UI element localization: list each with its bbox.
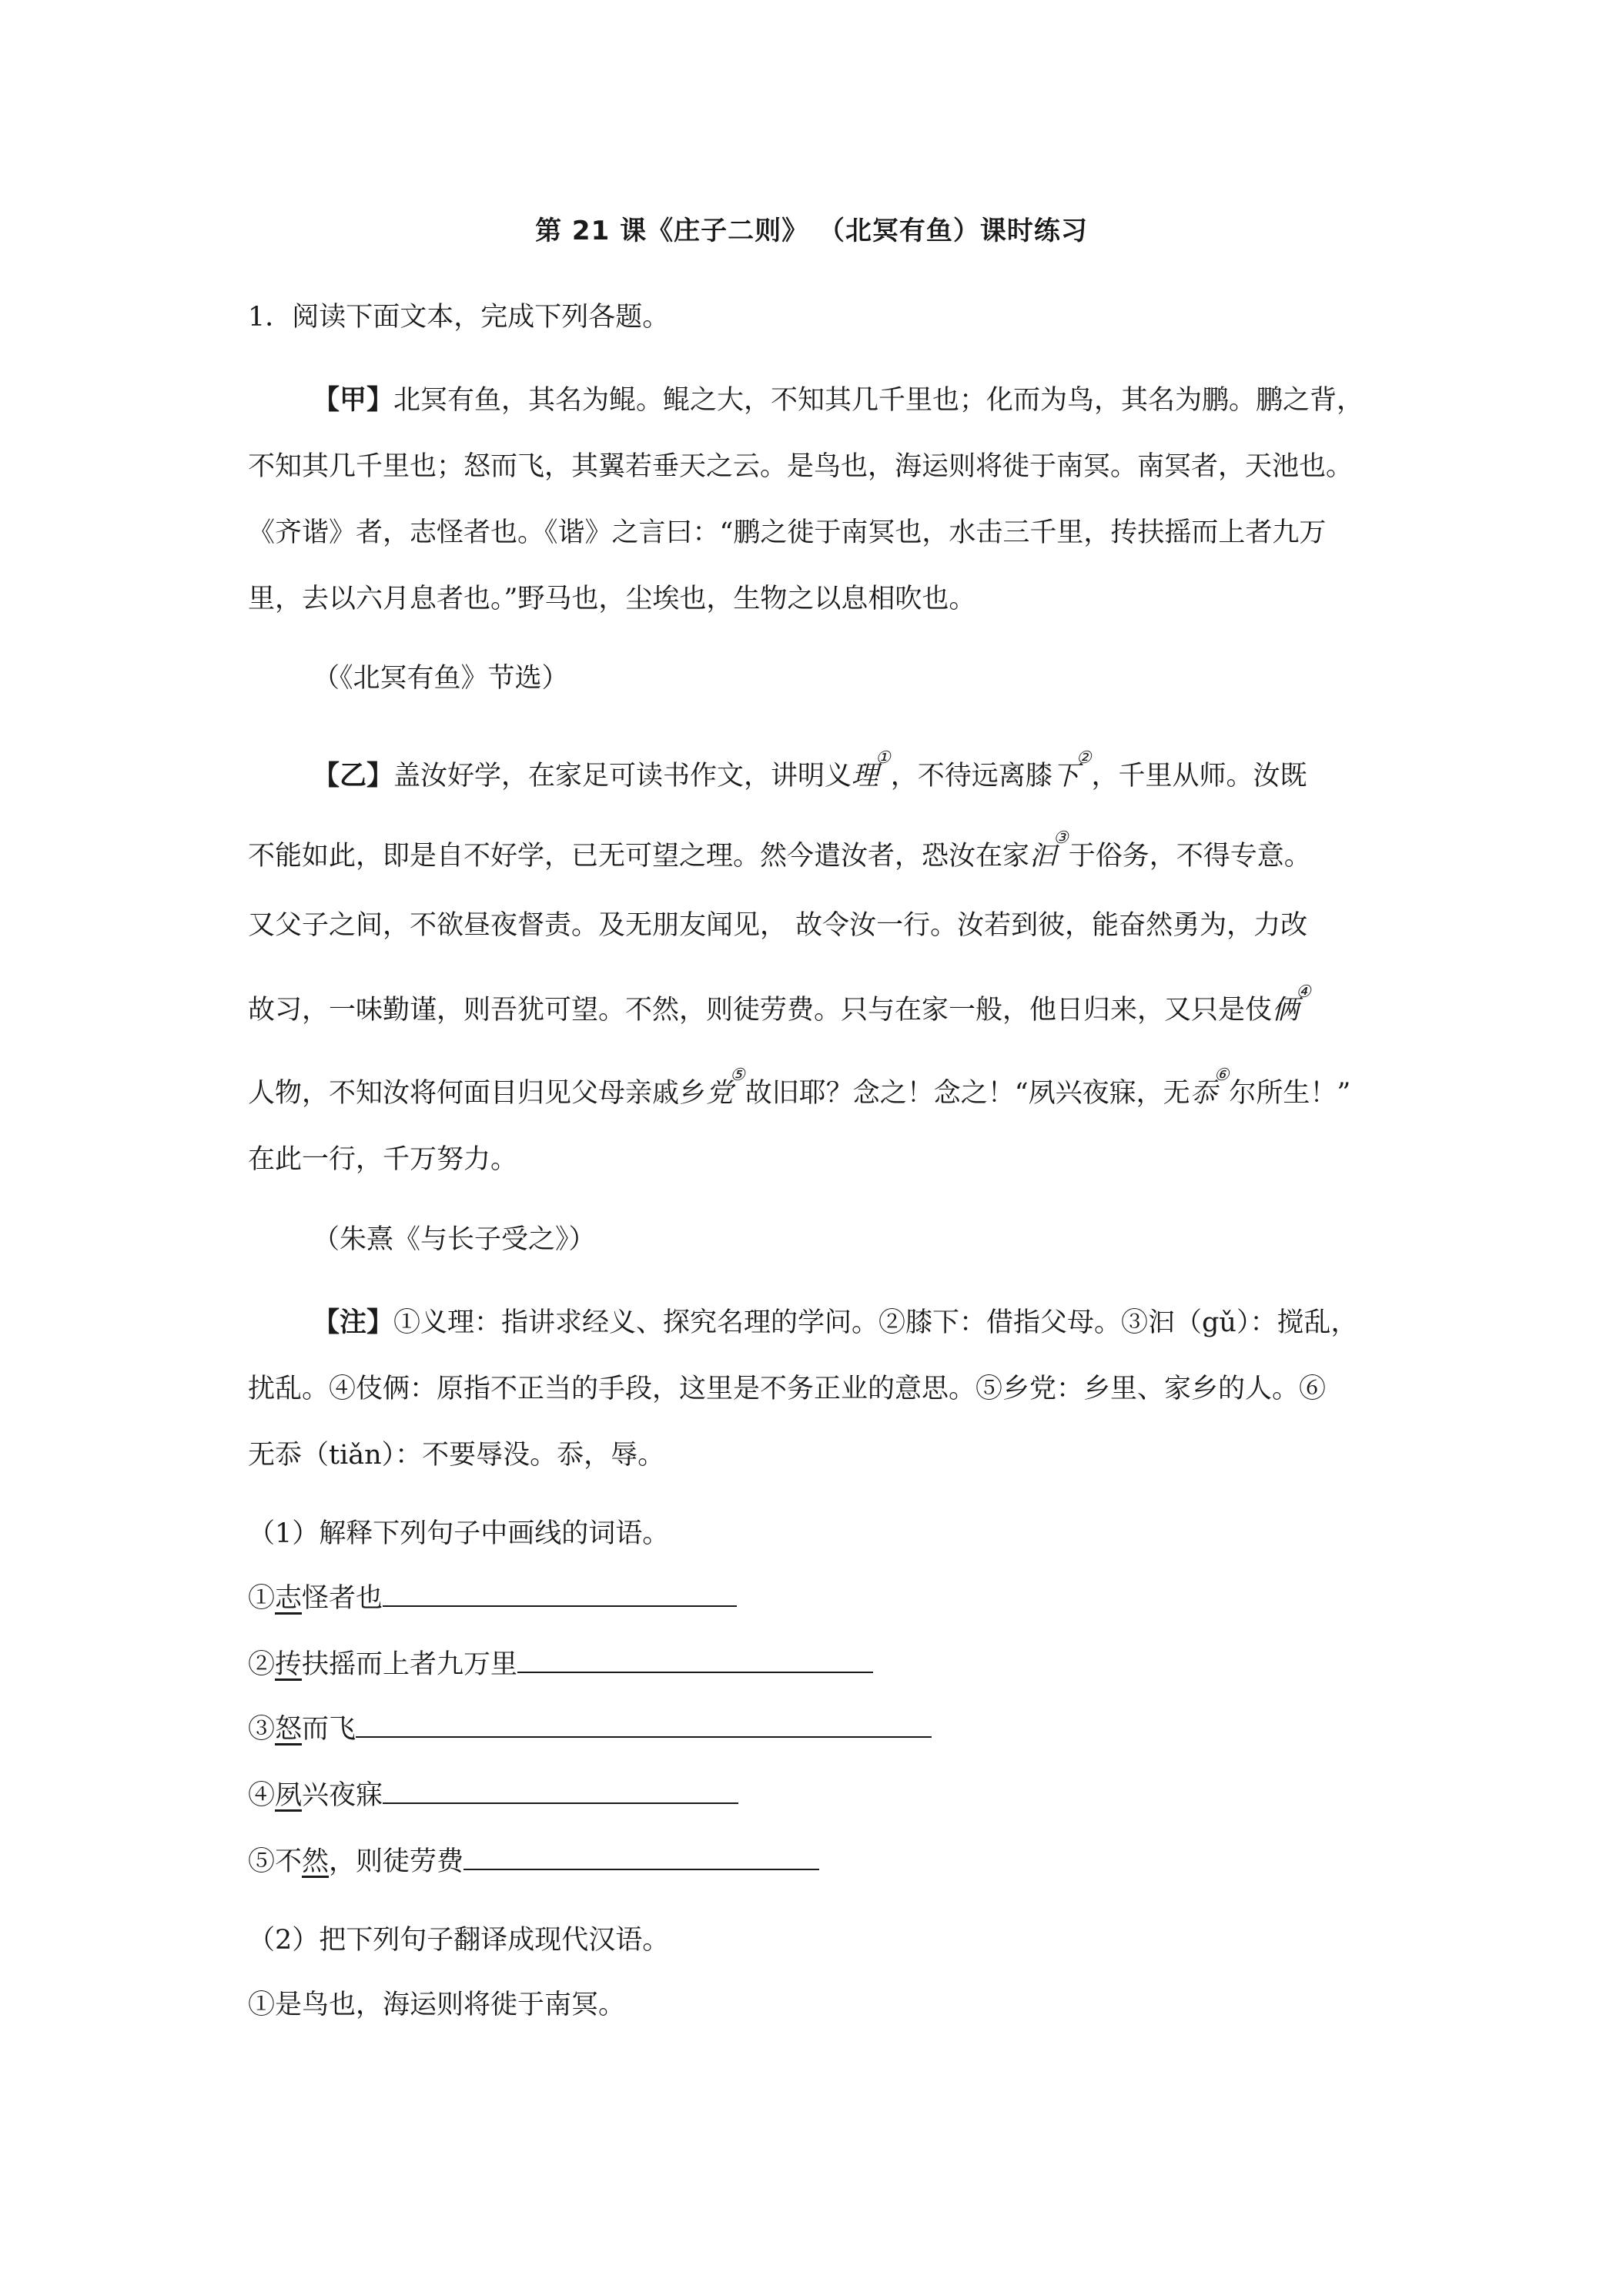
footnote-ref-6: ⑥ <box>1213 1066 1230 1085</box>
footnote-ref-4: ④ <box>1296 982 1311 1002</box>
footnote-ref-2: ② <box>1076 748 1092 768</box>
underlined-word: 志 <box>275 1583 303 1614</box>
text-segment: 不能如此，即是自不好学，已无可望之理。然今遣汝者，恐汝在家 <box>248 841 1030 872</box>
answer-item-2 <box>248 1645 873 1685</box>
glossed-word: 理 <box>852 761 879 792</box>
glossed-word: 下 <box>1052 761 1079 792</box>
passage-yi-marker: 【乙】 <box>313 761 394 792</box>
subquestion-2-prompt: （2）把下列句子翻译成现代汉语。 <box>248 1925 670 1956</box>
item-text: 兴夜寐 <box>302 1780 383 1811</box>
item-number: ④ <box>248 1780 276 1811</box>
item-text: 怪者也 <box>302 1583 383 1614</box>
text-segment: 故旧耶？念之！念之！“夙兴夜寐，无 <box>745 1078 1190 1109</box>
answer-blank[interactable] <box>463 1842 819 1870</box>
answer-blank[interactable] <box>383 1579 737 1607</box>
page-title: 第 21 课《庄子二则》 （北冥有鱼）课时练习 <box>535 216 1088 246</box>
notes-line-3: 无忝（tiǎn）：不要辱没。忝，辱。 <box>248 1440 665 1471</box>
item-number: ⑤ <box>248 1846 276 1877</box>
notes-line-1 <box>313 1303 1357 1343</box>
subquestion-1-prompt: （1）解释下列句子中画线的词语。 <box>248 1518 670 1549</box>
passage-jia-line-3: 《齐谐》者，志怪者也。《谐》之言曰：“鹏之徙于南冥也，水击三千里，抟扶摇而上者九万 <box>248 517 1327 548</box>
glossed-word: 忝 <box>1190 1078 1217 1109</box>
text-segment: 于俗务，不得专意。 <box>1068 841 1311 872</box>
glossed-word: 汩 <box>1029 841 1057 872</box>
passage-yi-line-2 <box>248 828 1311 880</box>
translation-item-1: ①是鸟也，海运则将徙于南冥。 <box>248 1990 626 2020</box>
underlined-word: 抟 <box>275 1649 303 1680</box>
answer-blank[interactable] <box>356 1710 932 1738</box>
underlined-word: 夙 <box>275 1780 303 1811</box>
passage-jia-line-4: 里，去以六月息者也。”野马也，尘埃也，生物之以息相吹也。 <box>248 584 976 614</box>
glossed-word: 党 <box>706 1078 734 1109</box>
item-text: 不 <box>275 1846 303 1877</box>
text-segment: 人物，不知汝将何面目归见父母亲戚乡 <box>248 1078 707 1109</box>
passage-jia-marker: 【甲】 <box>313 385 394 416</box>
item-text: ，则徒劳费 <box>329 1846 464 1877</box>
item-number: ③ <box>248 1714 276 1745</box>
answer-item-4 <box>248 1776 738 1816</box>
text-segment: 尔所生！” <box>1229 1078 1351 1109</box>
answer-item-1 <box>248 1578 737 1618</box>
footnote-ref-1: ① <box>875 748 891 768</box>
answer-item-5 <box>248 1842 819 1882</box>
answer-item-3 <box>248 1709 932 1749</box>
passage-yi-line-1 <box>313 748 1307 800</box>
item-text: 扶摇而上者九万里 <box>302 1649 518 1680</box>
passage-jia-text: 北冥有鱼，其名为鲲。鲲之大，不知其几千里也；化而为鸟，其名为鹏。鹏之背， <box>393 385 1364 416</box>
item-text: 而飞 <box>302 1714 356 1745</box>
passage-jia-line-1 <box>313 380 1364 420</box>
passage-yi-source: （朱熹《与长子受之》） <box>313 1224 596 1255</box>
answer-blank[interactable] <box>383 1776 738 1804</box>
underlined-word: 然 <box>302 1846 330 1877</box>
passage-yi-line-6: 在此一行，千万努力。 <box>248 1144 518 1175</box>
notes-marker: 【注】 <box>313 1307 394 1338</box>
passage-yi-line-3: 又父子之间，不欲昼夜督责。及无朋友闻见， 故令汝一行。汝若到彼，能奋然勇为，力改 <box>248 910 1308 941</box>
glossed-word: 俩 <box>1272 995 1300 1026</box>
notes-text: ①义理：指讲求经义、探究名理的学问。②膝下：借指父母。③汩（gǔ）：搅乱， <box>393 1307 1358 1338</box>
text-segment: 盖汝好学，在家足可读书作文，讲明义 <box>393 761 852 792</box>
passage-yi-line-5 <box>248 1066 1351 1117</box>
footnote-ref-5: ⑤ <box>730 1066 745 1085</box>
item-number: ① <box>248 1583 276 1614</box>
item-number: ② <box>248 1649 276 1680</box>
text-segment: ，不待远离膝 <box>890 761 1052 792</box>
notes-line-2: 扰乱。④伎俩：原指不正当的手段，这里是不务正业的意思。⑤乡党：乡里、家乡的人。⑥ <box>248 1374 1327 1404</box>
text-segment: ，千里从师。汝既 <box>1091 761 1307 792</box>
footnote-ref-3: ③ <box>1053 828 1069 848</box>
passage-jia-line-2: 不知其几千里也；怒而飞，其翼若垂天之云。是鸟也，海运则将徙于南冥。南冥者，天池也。 <box>248 451 1354 482</box>
answer-blank[interactable] <box>517 1645 873 1673</box>
text-segment: 故习，一味勤谨，则吾犹可望。不然，则徒劳费。只与在家一般，他日归来，又只是伎 <box>248 995 1273 1026</box>
passage-jia-source: （《北冥有鱼》节选） <box>313 663 569 694</box>
underlined-word: 怒 <box>275 1714 303 1745</box>
question-1-stem: 1．阅读下面文本，完成下列各题。 <box>248 302 670 333</box>
passage-yi-line-4 <box>248 982 1311 1034</box>
